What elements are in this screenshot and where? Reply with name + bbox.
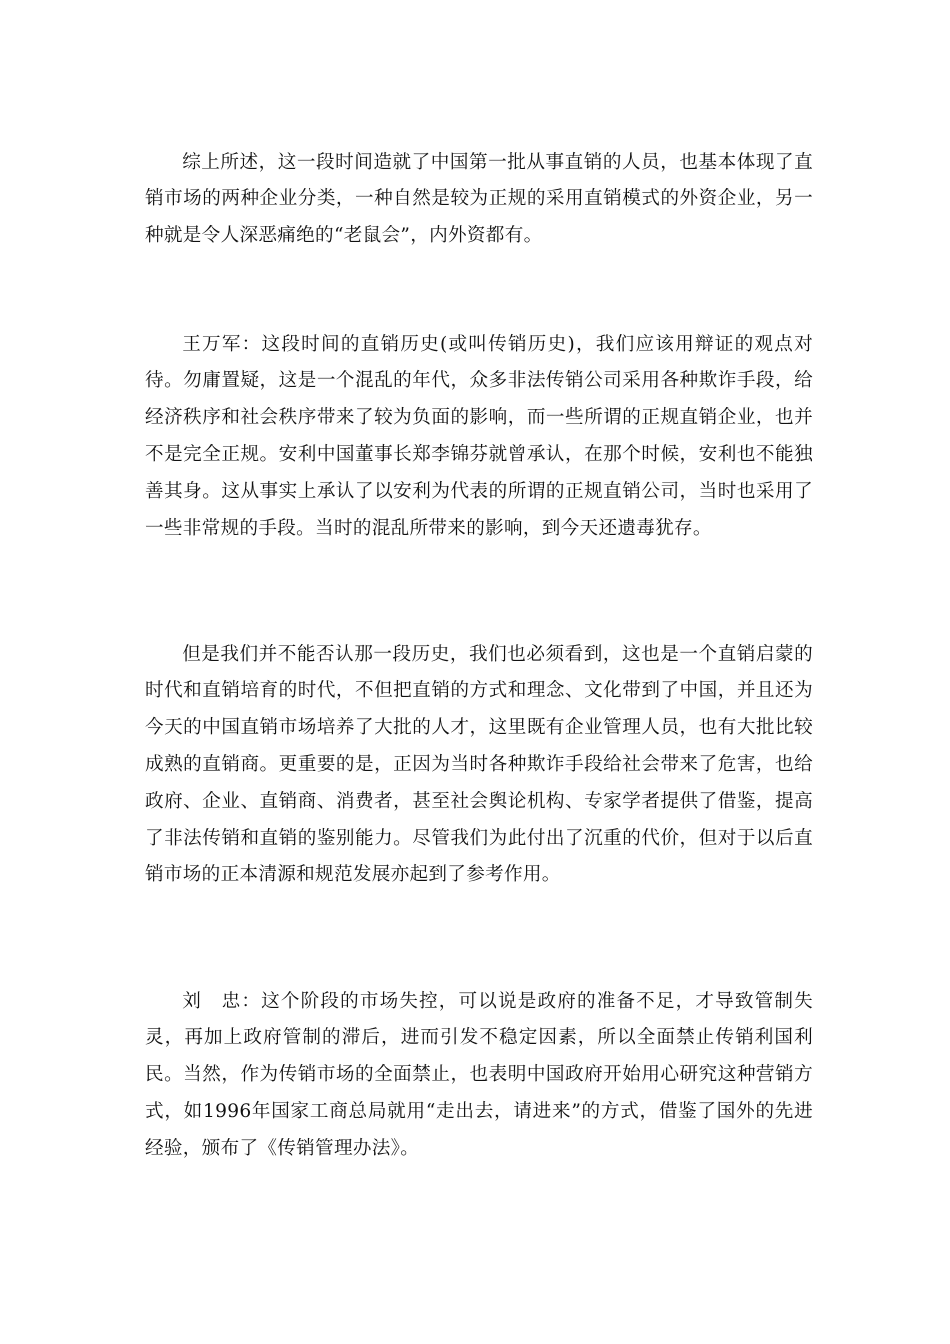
paragraph-liu-zhong: 刘 忠：这个阶段的市场失控，可以说是政府的准备不足，才导致管制失灵，再加上政府管制的滞后，进而引发不稳定因素，所以全面禁止传销利国利民。当然，作为传销市场的全面禁止，也表明中国政府开始用心研究这种营销方式，如1996年国家工商总局就用“走出去，请进来”的方式，借鉴了国外的先进经验，颁布了《传销管理办法》。	[145, 990, 813, 1159]
paragraph-history-assessment: 但是我们并不能否认那一段历史，我们也必须看到，这也是一个直销启蒙的时代和直销培育的时代，不但把直销的方式和理念、文化带到了中国，并且还为今天的中国直销市场培养了大批的人才，这里既有企业管理人员，也有大批比较成熟的直销商。更重要的是，正因为当时各种欺诈手段给社会带来了危害，也给政府、企业、直销商、消费者，甚至社会舆论机构、专家学者提供了借鉴，提高了非法传销和直销的鉴别能力。尽管我们为此付出了沉重的代价，但对于以后直销市场的正本清源和规范发展亦起到了参考作用。	[145, 643, 813, 886]
paragraph-wang-wanjun: 王万军：这段时间的直销历史(或叫传销历史)，我们应该用辩证的观点对待。勿庸置疑，这是一个混乱的年代，众多非法传销公司采用各种欺诈手段，给经济秩序和社会秩序带来了较为负面的影响，而一些所谓的正规直销企业，也并不是完全正规。安利中国董事长郑李锦芬就曾承认，在那个时候，安利也不能独善其身。这从事实上承认了以安利为代表的所谓的正规直销公司，当时也采用了一些非常规的手段。当时的混乱所带来的影响，到今天还遗毒犹存。	[145, 333, 813, 539]
paragraph-summary: 综上所述，这一段时间造就了中国第一批从事直销的人员，也基本体现了直销市场的两种企业分类，一种自然是较为正规的采用直销模式的外资企业，另一种就是令人深恶痛绝的“老鼠会”，内外资都有。	[145, 151, 813, 247]
